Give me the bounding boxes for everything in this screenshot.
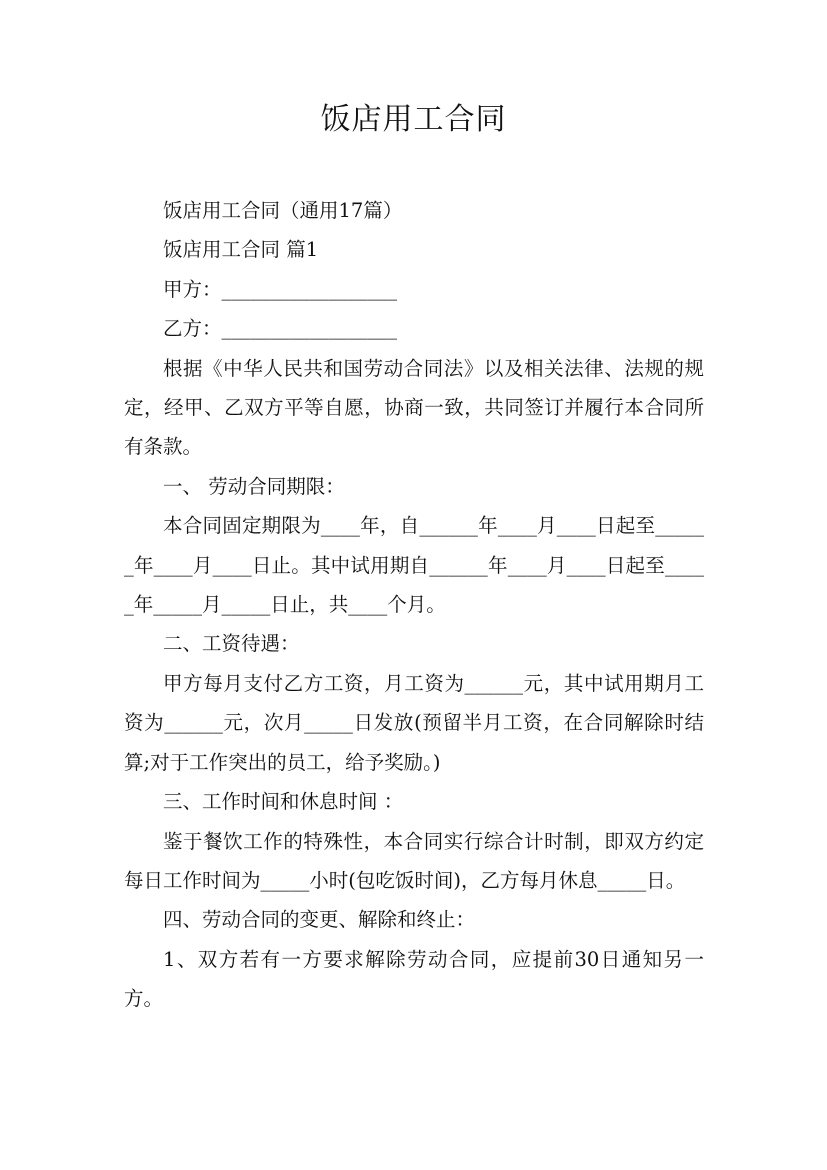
party-b-line: 乙方：__________________ (163, 317, 398, 341)
clause-heading-1: 一、 劳动合同期限： (163, 474, 345, 498)
clause-text-3: 鉴于餐饮工作的特殊性，本合同实行综合计时制，即双方约定每日工作时间为_____小时(包吃饭时间)，乙方每月休息_____日。 (124, 829, 704, 892)
clause-text-4-1: 1、双方若有一方要求解除劳动合同，应提前30日通知另一方。 (124, 947, 704, 1011)
party-a-line: 甲方：__________________ (163, 277, 398, 301)
document-subtitle: 饭店用工合同（通用17篇） (163, 199, 403, 222)
clause-heading-2: 二、工资待遇： (163, 632, 300, 656)
clause-text-2: 甲方每月支付乙方工资，月工资为______元，其中试用期月工资为______元，次月_____日发放(预留半月工资，在合同解除时结算;对于工作突出的员工，给予奖励。) (124, 671, 704, 774)
section-heading-part-1: 饭店用工合同 篇1 (163, 238, 319, 262)
intro-paragraph: 根据《中华人民共和国劳动合同法》以及相关法律、法规的规定，经甲、乙双方平等自愿，协商一致，共同签订并履行本合同所有条款。 (124, 356, 704, 459)
clause-heading-4: 四、劳动合同的变更、解除和终止： (163, 908, 476, 932)
clause-text-1: 本合同固定期限为____年，自______年____月____日起至______年____月____日止。其中试用期自______年____月____日起至_____年_____月_____日止，共____个月。 (124, 514, 704, 617)
clause-heading-3: 三、工作时间和休息时间 ： (163, 790, 404, 814)
document-title: 饭店用工合同 (320, 102, 507, 137)
document-body (124, 191, 704, 1019)
